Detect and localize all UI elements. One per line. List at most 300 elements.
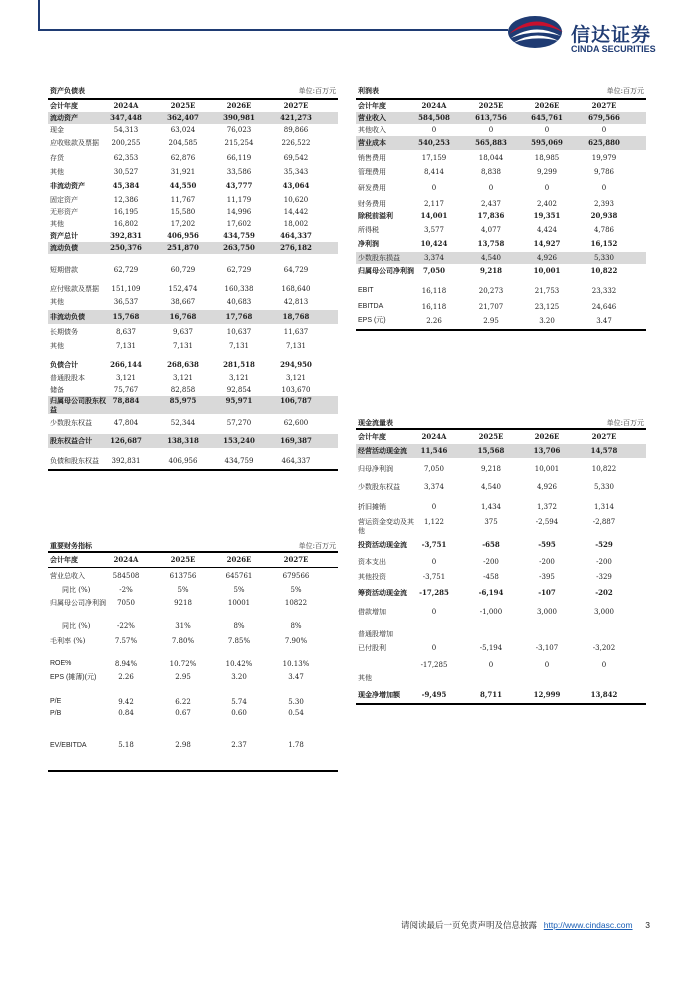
brand-name-en: CINDA SECURITIES — [571, 44, 656, 54]
table-row — [48, 673, 338, 691]
row-value: -395 — [539, 573, 555, 581]
table-row — [48, 657, 338, 671]
row-value: 1,434 — [480, 503, 502, 511]
row-label: 应收账款及票据 — [50, 139, 99, 147]
table-row — [356, 688, 646, 702]
table-row — [48, 206, 338, 218]
row-value: 16,195 — [113, 208, 139, 216]
row-value: 406,956 — [168, 457, 198, 465]
row-value: 6.22 — [175, 698, 191, 706]
row-value: 613756 — [169, 572, 197, 580]
row-value: 7,131 — [285, 342, 307, 350]
row-value: 1,122 — [423, 518, 445, 526]
row-value: -2,594 — [535, 518, 559, 526]
row-value: 24,646 — [591, 303, 617, 311]
row-value: 595,069 — [531, 138, 563, 147]
row-value: 0 — [431, 184, 437, 192]
table-row — [48, 296, 338, 308]
row-value: -5,194 — [479, 644, 503, 652]
row-value: -3,751 — [422, 573, 446, 581]
row-label: 无形资产 — [50, 208, 78, 216]
table-title: 重要财务指标 — [50, 541, 92, 550]
row-value: 200,255 — [111, 139, 141, 147]
row-value: 0 — [431, 503, 437, 511]
row-value: 5,330 — [593, 254, 615, 262]
header-year: 2026E — [226, 101, 252, 110]
table-row — [356, 604, 646, 620]
row-value: 392,831 — [110, 231, 142, 240]
table-row — [48, 454, 338, 468]
row-value: 40,683 — [226, 298, 252, 306]
row-value: 45,384 — [112, 181, 140, 190]
balance-sheet-table — [48, 86, 338, 471]
table-row — [48, 384, 338, 396]
row-value: 64,729 — [283, 266, 309, 274]
table-row — [48, 416, 338, 430]
row-value: 30,527 — [113, 168, 139, 176]
row-value: 0 — [601, 126, 607, 134]
table-row — [356, 518, 646, 536]
row-label: 归属母公司股东权益 — [50, 396, 106, 414]
row-value: 4,540 — [480, 254, 502, 262]
income-statement-table — [356, 86, 646, 331]
row-value: 421,273 — [280, 113, 312, 122]
row-value: 14,927 — [533, 239, 561, 248]
row-value: 0.60 — [231, 709, 247, 717]
row-label: 筹资活动现金流 — [358, 588, 407, 597]
row-value: 5% — [290, 586, 302, 594]
table-row — [356, 224, 646, 236]
row-value: 151,109 — [111, 285, 141, 293]
row-value: 250,376 — [110, 243, 142, 252]
row-label: 固定资产 — [50, 196, 78, 204]
row-value: 9.42 — [118, 698, 134, 706]
row-value: 31,921 — [170, 168, 196, 176]
row-label: 除税前溢利 — [358, 211, 393, 220]
row-label: EBITDA — [358, 303, 384, 310]
row-value: 540,253 — [418, 138, 450, 147]
row-value: 9,218 — [480, 266, 502, 275]
row-value: 7.85% — [227, 637, 251, 645]
row-value: -1,000 — [479, 608, 503, 616]
row-value: 0 — [431, 644, 437, 652]
website-link[interactable]: http://www.cindasc.com — [543, 920, 633, 930]
row-label: 已付股利 — [358, 644, 386, 652]
row-value: 3,121 — [228, 374, 250, 382]
footer — [401, 919, 650, 931]
row-label: 其他收入 — [358, 126, 386, 134]
row-value: 89,866 — [283, 126, 309, 134]
table-header-row — [356, 430, 646, 444]
row-value: 9218 — [174, 599, 192, 607]
table-row — [48, 262, 338, 278]
row-value: 4,926 — [536, 483, 558, 491]
row-value: -200 — [539, 558, 555, 566]
row-value: 268,638 — [167, 360, 199, 369]
row-label: 管理费用 — [358, 168, 386, 176]
row-value: 92,854 — [226, 386, 252, 394]
row-label: 同比 (%) — [62, 586, 91, 594]
row-value: 35,343 — [283, 168, 309, 176]
row-value: 11,637 — [283, 328, 309, 336]
row-value: 0 — [544, 661, 550, 669]
row-label: 现金 — [50, 126, 64, 134]
row-value: 8.94% — [114, 660, 138, 668]
table-row — [48, 166, 338, 178]
row-value: 2.95 — [175, 673, 191, 681]
row-label: 折旧摊销 — [358, 503, 386, 511]
row-value: 4,077 — [480, 226, 502, 234]
row-value: 17,768 — [225, 312, 253, 321]
row-value: 20,273 — [478, 287, 504, 295]
row-value: 9,637 — [172, 328, 194, 336]
row-value: 10822 — [284, 599, 308, 607]
table-row — [48, 619, 338, 633]
row-value: 406,956 — [167, 231, 199, 240]
table-row — [356, 314, 646, 328]
row-value: 11,546 — [420, 446, 448, 455]
row-value: 95,971 — [225, 396, 253, 405]
header-label: 会计年度 — [358, 432, 386, 441]
row-label: 营运资金变动及其他 — [358, 518, 414, 535]
table-row — [48, 282, 338, 296]
table-row — [356, 500, 646, 514]
table-unit: 单位:百万元 — [298, 542, 336, 550]
row-value: -458 — [483, 573, 499, 581]
row-value: 1.78 — [288, 741, 304, 749]
row-value: 7.90% — [284, 637, 308, 645]
row-label: 归属母公司净利润 — [358, 266, 414, 275]
table-row — [356, 586, 646, 600]
row-value: 36,537 — [113, 298, 139, 306]
table-header-rule — [48, 567, 338, 568]
row-value: 14,578 — [590, 446, 618, 455]
row-value: 375 — [484, 518, 498, 526]
header-year: 2027E — [283, 101, 309, 110]
table-row — [356, 570, 646, 584]
table-row — [48, 741, 338, 769]
row-value: 138,318 — [167, 436, 199, 445]
row-value: 565,883 — [475, 138, 507, 147]
row-value: 16,152 — [590, 239, 618, 248]
row-label: 储备 — [50, 386, 64, 394]
row-label: EBIT — [358, 287, 374, 294]
row-value: 62,353 — [113, 154, 139, 162]
row-value: 1,314 — [593, 503, 615, 511]
row-label: 研发费用 — [358, 184, 386, 192]
row-value: 18,768 — [282, 312, 310, 321]
row-value: -17,285 — [420, 661, 448, 669]
row-label: 长期债务 — [50, 328, 78, 336]
row-value: -200 — [483, 558, 499, 566]
table-row — [48, 637, 338, 655]
row-value: 75,767 — [113, 386, 139, 394]
table-row — [356, 462, 646, 476]
row-value: -3,751 — [421, 540, 447, 549]
row-value: 153,240 — [223, 436, 255, 445]
table-row — [356, 266, 646, 284]
cash-flow-table — [356, 418, 646, 705]
row-label: EPS (摊薄)(元) — [50, 674, 97, 681]
cinda-logo — [505, 12, 665, 56]
row-value: -595 — [538, 540, 556, 549]
row-value: 44,550 — [169, 181, 197, 190]
row-value: 7,050 — [423, 266, 445, 275]
row-value: 645761 — [225, 572, 253, 580]
row-value: 8% — [290, 622, 302, 630]
row-value: 152,474 — [168, 285, 198, 293]
row-value: 0 — [431, 558, 437, 566]
row-value: 4,424 — [536, 226, 558, 234]
row-value: 3,577 — [423, 226, 445, 234]
row-value: 613,756 — [475, 113, 507, 122]
row-value: 3.47 — [596, 317, 612, 325]
row-label: 同比 (%) — [62, 622, 91, 630]
row-value: 19,351 — [533, 211, 561, 220]
row-value: 52,344 — [170, 419, 196, 427]
row-value: 464,337 — [280, 231, 312, 240]
row-value: 47,804 — [113, 419, 139, 427]
row-value: 2,402 — [536, 200, 558, 208]
row-value: 15,580 — [170, 208, 196, 216]
row-value: 18,985 — [534, 154, 560, 162]
row-value: 2.98 — [175, 741, 191, 749]
row-value: 5,330 — [593, 483, 615, 491]
row-value: 4,786 — [593, 226, 615, 234]
row-value: 0 — [544, 184, 550, 192]
row-value: 42,813 — [283, 298, 309, 306]
row-value: 679566 — [282, 572, 310, 580]
table-row — [48, 310, 338, 324]
header-year: 2025E — [170, 555, 196, 564]
header-label: 会计年度 — [358, 101, 386, 110]
row-value: -200 — [596, 558, 612, 566]
table-header-row — [48, 553, 338, 567]
row-label: 其他 — [50, 342, 64, 350]
row-value: 2.26 — [118, 673, 134, 681]
row-label: 存货 — [50, 154, 64, 162]
row-value: 31% — [175, 622, 191, 630]
table-bottom-rule — [356, 329, 646, 331]
row-label: EPS (元) — [358, 317, 386, 324]
row-value: 5% — [233, 586, 245, 594]
table-row — [356, 538, 646, 552]
row-label: 其他 — [50, 220, 64, 228]
row-label: 流动负债 — [50, 243, 78, 252]
header-year: 2027E — [591, 432, 617, 441]
row-value: 0 — [431, 608, 437, 616]
row-label: 其他 — [358, 674, 372, 682]
table-row — [48, 599, 338, 617]
header-year: 2024A — [421, 432, 447, 441]
table-row — [48, 695, 338, 709]
row-value: 12,386 — [113, 196, 139, 204]
disclaimer-text: 请阅读最后一页免责声明及信息披露 — [401, 921, 538, 931]
row-value: 14,001 — [420, 211, 448, 220]
financial-ratios-table — [48, 541, 338, 772]
row-value: 103,670 — [281, 386, 311, 394]
table-row — [356, 556, 646, 568]
table-row — [356, 198, 646, 210]
row-label: EV/EBITDA — [50, 742, 87, 749]
table-row — [356, 300, 646, 314]
row-value: 10001 — [227, 599, 251, 607]
row-value: 7,050 — [423, 465, 445, 473]
row-value: 15,568 — [477, 446, 505, 455]
row-value: 434,759 — [224, 457, 254, 465]
row-value: 10.72% — [169, 660, 197, 668]
row-label: 毛利率 (%) — [50, 637, 86, 645]
row-value: 43,777 — [225, 181, 253, 190]
row-label: 负债合计 — [50, 360, 78, 369]
row-value: 0.84 — [118, 709, 134, 717]
header-year: 2024A — [421, 101, 447, 110]
row-value: 62,600 — [283, 419, 309, 427]
row-value: 390,981 — [223, 113, 255, 122]
table-row — [356, 124, 646, 136]
header-year: 2024A — [113, 555, 139, 564]
row-label: 投资活动现金流 — [358, 540, 407, 549]
table-row — [48, 396, 338, 414]
row-value: 43,064 — [282, 181, 310, 190]
row-value: 294,950 — [280, 360, 312, 369]
row-value: 5.74 — [231, 698, 247, 706]
row-value: 7,131 — [172, 342, 194, 350]
row-label: 少数股东权益 — [358, 483, 400, 491]
logo-swoosh-icon — [505, 12, 567, 56]
row-value: -107 — [538, 588, 556, 597]
row-value: -2% — [119, 586, 133, 594]
table-title: 现金流量表 — [358, 418, 393, 427]
header-year: 2025E — [170, 101, 196, 110]
row-value: 263,750 — [223, 243, 255, 252]
row-value: 8,414 — [423, 168, 445, 176]
row-value: 10,822 — [591, 465, 617, 473]
row-label: P/B — [50, 710, 62, 717]
row-value: 78,884 — [112, 396, 140, 405]
row-value: -6,194 — [478, 588, 504, 597]
row-value: 19,979 — [591, 154, 617, 162]
row-value: 5.30 — [288, 698, 304, 706]
table-row — [356, 112, 646, 124]
row-value: 276,182 — [280, 243, 312, 252]
table-row — [356, 238, 646, 250]
row-value: 10,001 — [534, 465, 560, 473]
row-value: 5% — [177, 586, 189, 594]
table-unit: 单位:百万元 — [606, 87, 644, 95]
row-value: 18,002 — [283, 220, 309, 228]
row-value: 3,121 — [115, 374, 137, 382]
row-value: 392,831 — [111, 457, 141, 465]
row-value: 169,387 — [280, 436, 312, 445]
page-number: 3 — [645, 920, 650, 930]
row-value: 62,729 — [226, 266, 252, 274]
row-label: 少数股东权益 — [50, 419, 92, 427]
row-value: 8,711 — [480, 690, 502, 699]
row-label: 非流动负债 — [50, 312, 85, 321]
table-unit: 单位:百万元 — [298, 87, 336, 95]
row-value: 0 — [431, 126, 437, 134]
row-value: -2,887 — [592, 518, 616, 526]
row-value: 13,842 — [590, 690, 618, 699]
row-value: 434,759 — [223, 231, 255, 240]
row-value: 16,802 — [113, 220, 139, 228]
table-row — [48, 152, 338, 164]
row-value: 10,001 — [533, 266, 561, 275]
row-value: 679,566 — [588, 113, 620, 122]
header-label: 会计年度 — [50, 555, 78, 564]
row-value: 106,787 — [280, 396, 312, 405]
row-value: 76,023 — [226, 126, 252, 134]
row-value: 82,858 — [170, 386, 196, 394]
row-value: 10,620 — [283, 196, 309, 204]
table-row — [356, 252, 646, 264]
row-label: 现金净增加额 — [358, 690, 400, 699]
row-value: 362,407 — [167, 113, 199, 122]
table-row — [48, 180, 338, 192]
header-year: 2026E — [534, 432, 560, 441]
header-rule — [38, 29, 508, 31]
row-value: 33,586 — [226, 168, 252, 176]
row-label: 销售费用 — [358, 154, 386, 162]
table-row — [48, 372, 338, 384]
row-label: 归母净利润 — [358, 465, 393, 473]
table-unit: 单位:百万元 — [606, 419, 644, 427]
row-value: 20,938 — [590, 211, 618, 220]
table-row — [356, 152, 646, 164]
row-label: P/E — [50, 698, 62, 705]
row-value: 215,254 — [224, 139, 254, 147]
row-value: 281,518 — [223, 360, 255, 369]
row-value: 3,121 — [172, 374, 194, 382]
row-value: 11,179 — [226, 196, 252, 204]
table-row — [356, 284, 646, 298]
header-year: 2027E — [283, 555, 309, 564]
row-value: 9,218 — [480, 465, 502, 473]
row-value: 9,786 — [593, 168, 615, 176]
row-value: 21,707 — [478, 303, 504, 311]
row-value: 38,667 — [170, 298, 196, 306]
row-value: 3,374 — [423, 483, 445, 491]
table-row — [48, 124, 338, 136]
row-value: 2,393 — [593, 200, 615, 208]
row-value: -658 — [482, 540, 500, 549]
row-value: 0.67 — [175, 709, 191, 717]
row-value: 584,508 — [418, 113, 450, 122]
row-value: 10,424 — [420, 239, 448, 248]
row-value: 10.13% — [282, 660, 310, 668]
header-year: 2026E — [226, 555, 252, 564]
row-value: 60,729 — [170, 266, 196, 274]
header-year: 2025E — [478, 432, 504, 441]
row-value: 160,338 — [224, 285, 254, 293]
table-header-row — [356, 100, 646, 112]
row-value: 0 — [488, 184, 494, 192]
row-value: 2,437 — [480, 200, 502, 208]
row-value: 126,687 — [110, 436, 142, 445]
row-value: 23,125 — [534, 303, 560, 311]
row-value: 17,202 — [170, 220, 196, 228]
row-value: 12,999 — [533, 690, 561, 699]
row-value: 8,637 — [115, 328, 137, 336]
table-header-row — [48, 100, 338, 112]
row-value: -3,107 — [535, 644, 559, 652]
row-value: 464,337 — [281, 457, 311, 465]
row-value: 11,767 — [170, 196, 196, 204]
row-value: -202 — [595, 588, 613, 597]
row-label: 营业成本 — [358, 138, 386, 147]
table-row — [48, 326, 338, 338]
